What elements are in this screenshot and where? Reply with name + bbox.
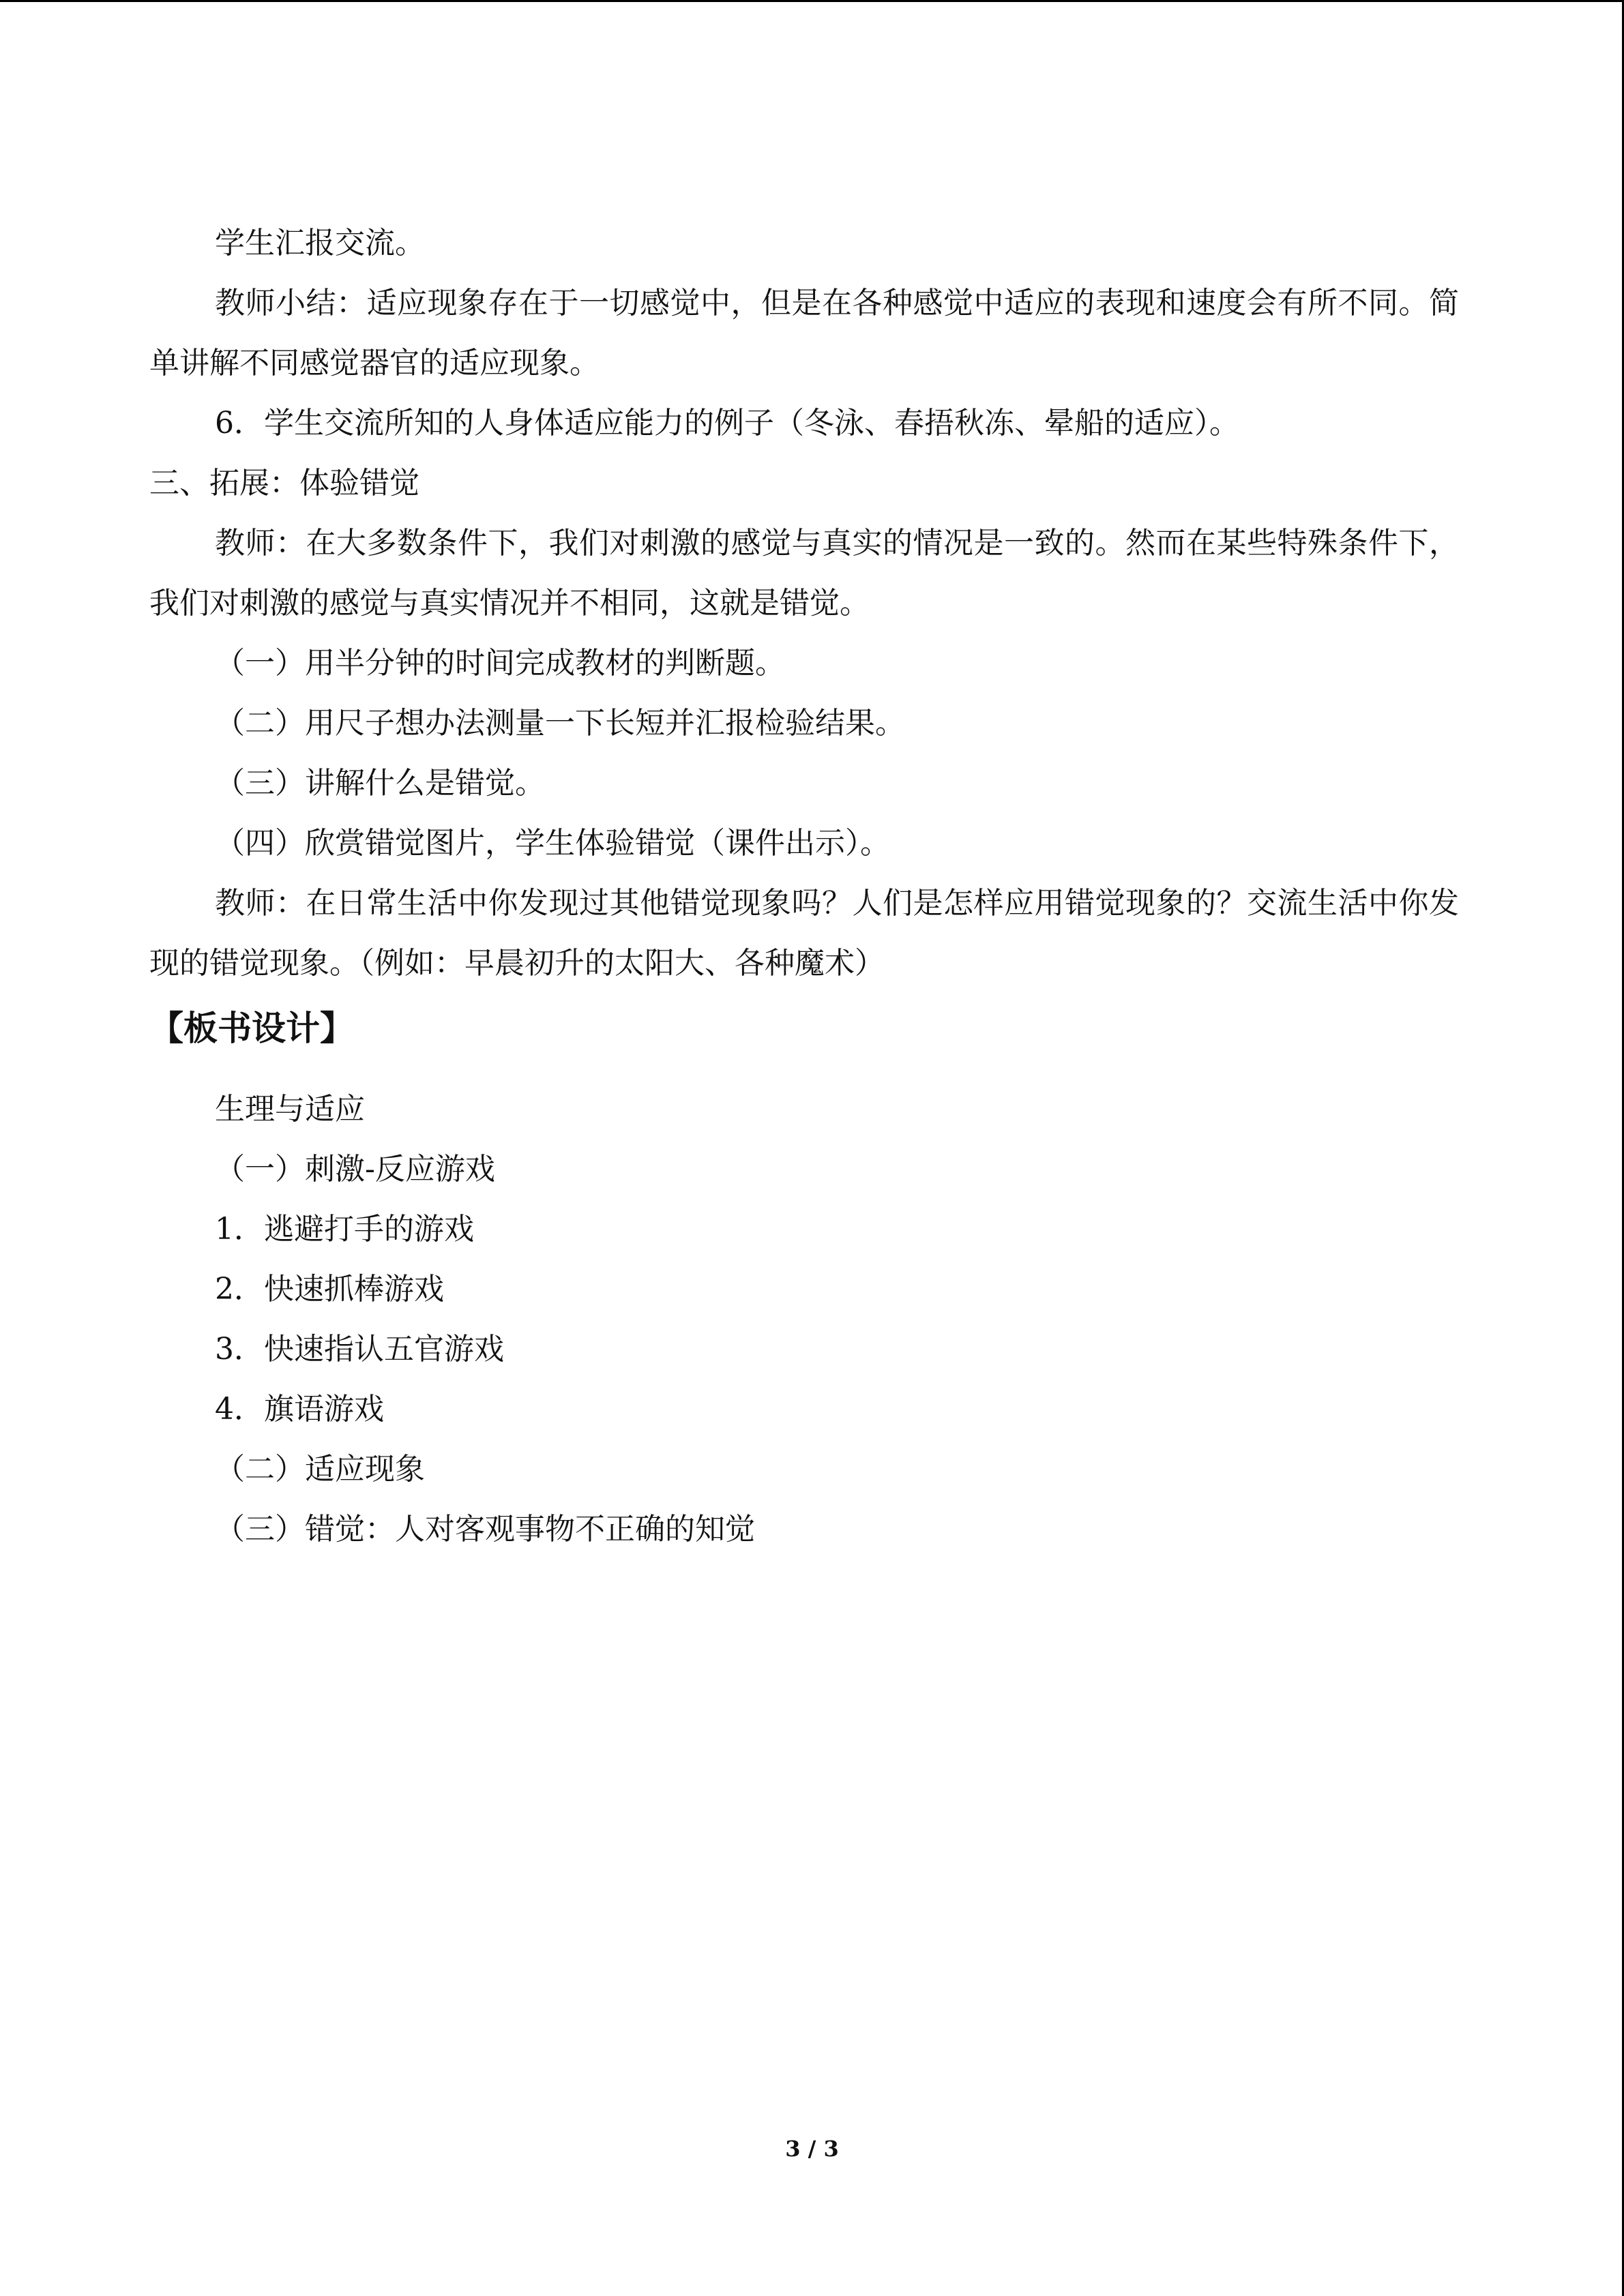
page-number: 3 / 3 (785, 2136, 839, 2162)
list-item-ruler-measure: （二）用尺子想办法测量一下长短并汇报检验结果。 (215, 706, 905, 741)
board-design-outline (149, 1079, 1459, 1560)
list-item-view-pictures: （四）欣赏错觉图片，学生体验错觉（课件出示）。 (215, 826, 890, 861)
paragraph-adaptation-examples: 6．学生交流所知的人身体适应能力的例子（冬泳、春捂秋冻、晕船的适应）。 (215, 406, 1239, 441)
list-item-judgment-task: （一）用半分钟的时间完成教材的判断题。 (215, 646, 785, 681)
paragraph-student-report: 学生汇报交流。 (215, 226, 425, 260)
paragraph-teacher-summary: 教师小结：适应现象存在于一切感觉中，但是在各种感觉中适应的表现和速度会有所不同。简单讲解不同感觉器官的适应现象。 (149, 286, 1459, 381)
board-item: （三）错觉：人对客观事物不正确的知觉 (215, 1512, 755, 1547)
list-item-explain-illusion: （三）讲解什么是错觉。 (215, 766, 545, 801)
board-title: 生理与适应 (215, 1092, 365, 1127)
paragraph-teacher-illusion-intro: 教师：在大多数条件下，我们对刺激的感觉与真实的情况是一致的。然而在某些特殊条件下，我们对刺激的感觉与真实情况并不相同，这就是错觉。 (149, 526, 1459, 621)
board-item: （二）适应现象 (215, 1452, 425, 1487)
board-item: 1．逃避打手的游戏 (215, 1212, 474, 1247)
board-item: 4．旗语游戏 (215, 1392, 384, 1427)
board-item: 2．快速抓棒游戏 (215, 1272, 444, 1307)
board-item: （一）刺激-反应游戏 (215, 1152, 495, 1187)
paragraph-teacher-question: 教师：在日常生活中你发现过其他错觉现象吗？人们是怎样应用错觉现象的？交流生活中你发现的错觉现象。（例如：早晨初升的太阳大、各种魔术） (149, 886, 1459, 981)
section-heading-extension: 三、拓展：体验错觉 (149, 466, 419, 501)
board-design-heading: 【板书设计】 (149, 1009, 354, 1048)
document-body (149, 213, 1459, 1560)
board-item: 3．快速指认五官游戏 (215, 1332, 504, 1367)
